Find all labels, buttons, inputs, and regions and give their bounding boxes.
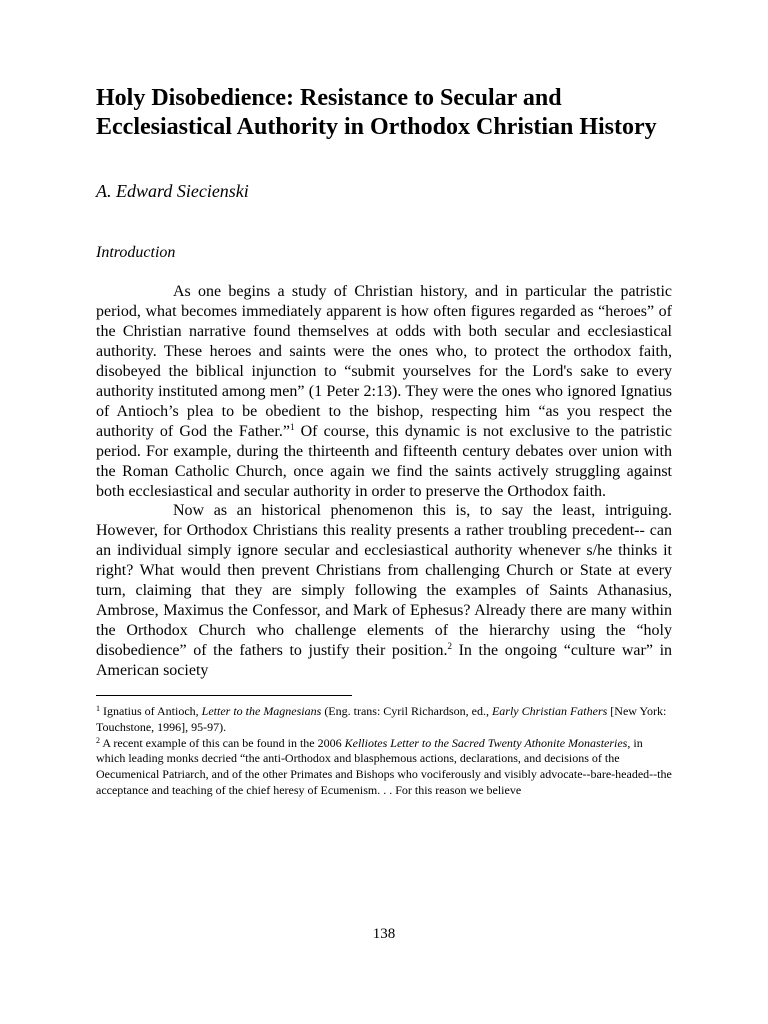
footnote-1-text-a: Ignatius of Antioch, [100, 704, 202, 719]
paragraph-1 [96, 282, 672, 501]
document-page [96, 84, 672, 799]
footnote-1 [96, 704, 672, 736]
article-author: A. Edward Siecienski [96, 181, 249, 201]
footnote-2-text-a: A recent example of this can be found in the 2006 [100, 735, 345, 750]
article-title: Holy Disobedience: Resistance to Secular and Ecclesiastical Authority in Orthodox Christian History [96, 85, 657, 140]
footnote-1-text-c: [New York: Touchstone, 1996], 95-97). [96, 704, 667, 734]
footnote-2-number: 2 [96, 735, 100, 745]
paragraph-2-text-b: In the ongoing “culture war” in American society [96, 642, 673, 680]
footnote-2 [96, 736, 672, 799]
footnote-1-text-b: (Eng. trans: Cyril Richardson, ed., [321, 704, 492, 719]
section-heading: Introduction [96, 244, 176, 261]
footnote-1-italic-b: Early Christian Fathers [491, 704, 608, 719]
footnotes [96, 704, 672, 799]
body-text [96, 282, 672, 681]
footnote-2-text-b: , in which leading monks decried “the anti-Orthodox and blasphemous actions, declarations, and decisions of the Oecumenical Patriarch, and of the other Primates and Bishops who vociferously and visibly advocate--bare-headed--the acceptance and teaching of the chief heresy of Ecumenism. . . For this reason we believe [96, 735, 672, 798]
footnote-1-italic-a: Letter to the Magnesians [201, 704, 322, 719]
paragraph-1-text-a: As one begins a study of Christian history, and in particular the patristic period, what becomes immediately apparent is how often figures regarded as “heroes” of the Christian narrative found themselves at odds with both secular and ecclesiastical authority. These heroes and saints were the ones who, to protect the orthodox faith, disobeyed the biblical injunction to “submit yourselves for the Lord's sake to every authority instituted among men” (1 Peter 2:13). They were the ones who ignored Ignatius of Antioch’s plea to be obedient to the bishop, respecting him “as you respect the authority of God the Father.” [96, 283, 672, 440]
footnote-divider [96, 695, 352, 696]
paragraph-1-text-b: Of course, this dynamic is not exclusive to the patristic period. For example, during the thirteenth and fifteenth century debates over union with the Roman Catholic Church, once again we find the saints actively struggling against both ecclesiastical and secular authority in order to preserve the Orthodox faith. [96, 422, 673, 500]
footnote-ref-2: 2 [447, 641, 452, 652]
footnote-ref-1: 1 [289, 421, 295, 432]
footnote-1-number: 1 [96, 704, 100, 714]
footnote-2-italic-a: Kelliotes Letter to the Sacred Twenty Athonite Monasteries [344, 735, 628, 750]
paragraph-2 [96, 501, 672, 681]
paragraph-2-text-a: Now as an historical phenomenon this is, to say the least, intriguing. However, for Orthodox Christians this reality presents a rather troubling precedent-- can an individual simply ignore secular and ecclesiastical authority whenever s/he thinks it right? What would then prevent Christians from challenging Church or State at every turn, claiming that they are simply following the examples of Saints Athanasius, Ambrose, Maximus the Confessor, and Mark of Ephesus? Already there are many within the Orthodox Church who challenge elements of the hierarchy using the “holy disobedience” of the fathers to justify their position. [96, 502, 672, 660]
page-number: 138 [372, 926, 396, 942]
